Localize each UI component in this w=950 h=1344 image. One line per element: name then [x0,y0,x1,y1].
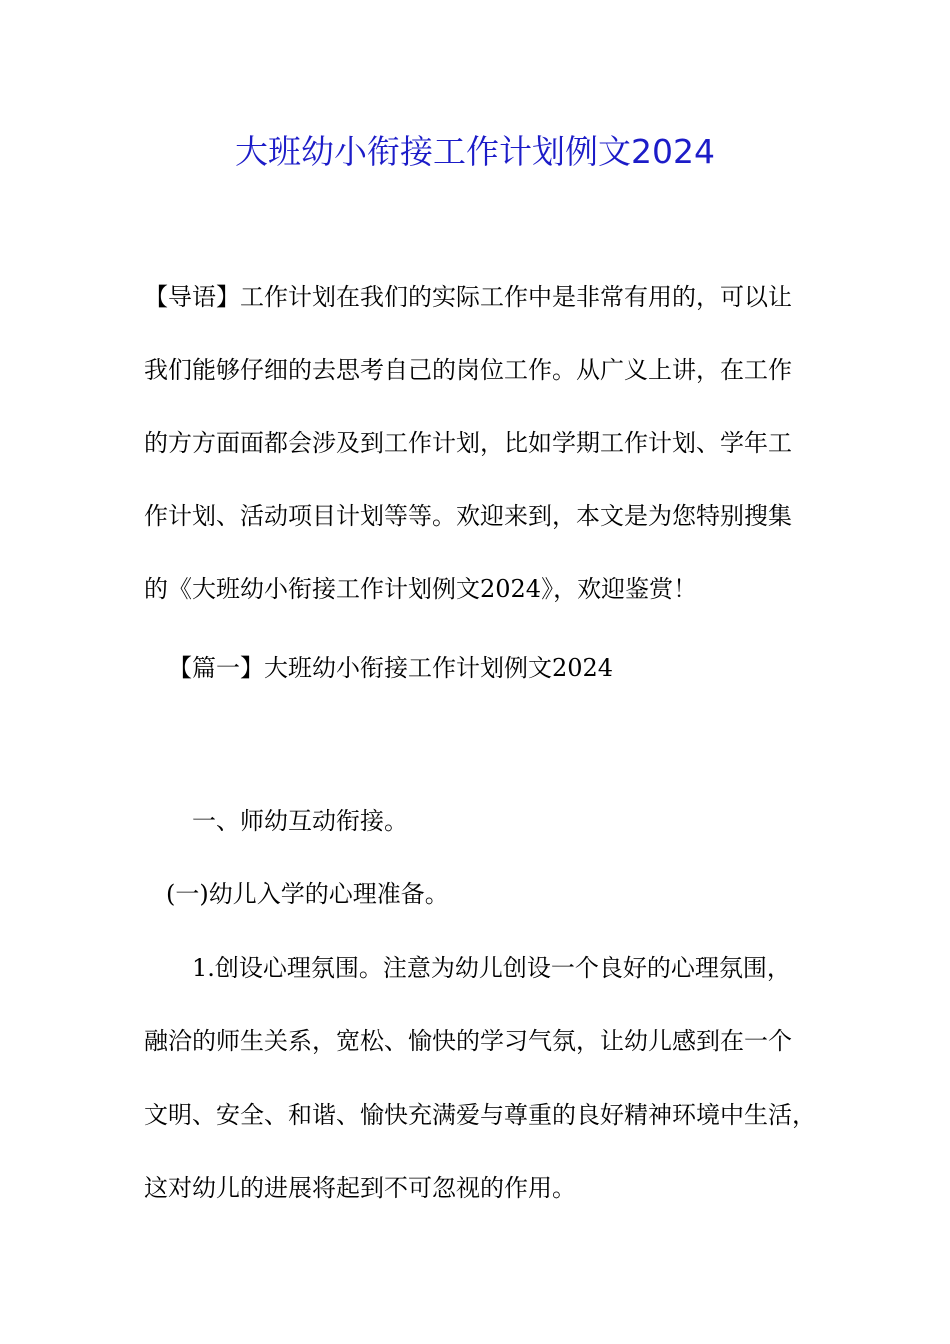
sub-heading: (一)幼儿入学的心理准备。 [166,880,449,908]
intro-line-4: 作计划、活动项目计划等等。欢迎来到，本文是为您特别搜集 [144,502,792,530]
intro-line-5: 的《大班幼小衔接工作计划例文2024》，欢迎鉴赏！ [144,575,698,603]
part-heading: 一、师幼互动衔接。 [192,807,408,835]
intro-line-1: 【导语】工作计划在我们的实际工作中是非常有用的，可以让 [144,283,792,311]
section-heading: 【篇一】大班幼小衔接工作计划例文2024 [168,654,614,682]
body-line-2: 融洽的师生关系，宽松、愉快的学习气氛，让幼儿感到在一个 [144,1027,792,1055]
body-line-1: 1.创设心理氛围。注意为幼儿创设一个良好的心理氛围， [192,954,791,982]
document-title: 大班幼小衔接工作计划例文2024 [235,132,715,171]
body-line-4: 这对幼儿的进展将起到不可忽视的作用。 [144,1174,576,1202]
intro-line-2: 我们能够仔细的去思考自己的岗位工作。从广义上讲，在工作 [144,356,792,384]
intro-line-3: 的方方面面都会涉及到工作计划，比如学期工作计划、学年工 [144,429,792,457]
body-line-3: 文明、安全、和谐、愉快充满爱与尊重的良好精神环境中生活， [144,1101,816,1129]
